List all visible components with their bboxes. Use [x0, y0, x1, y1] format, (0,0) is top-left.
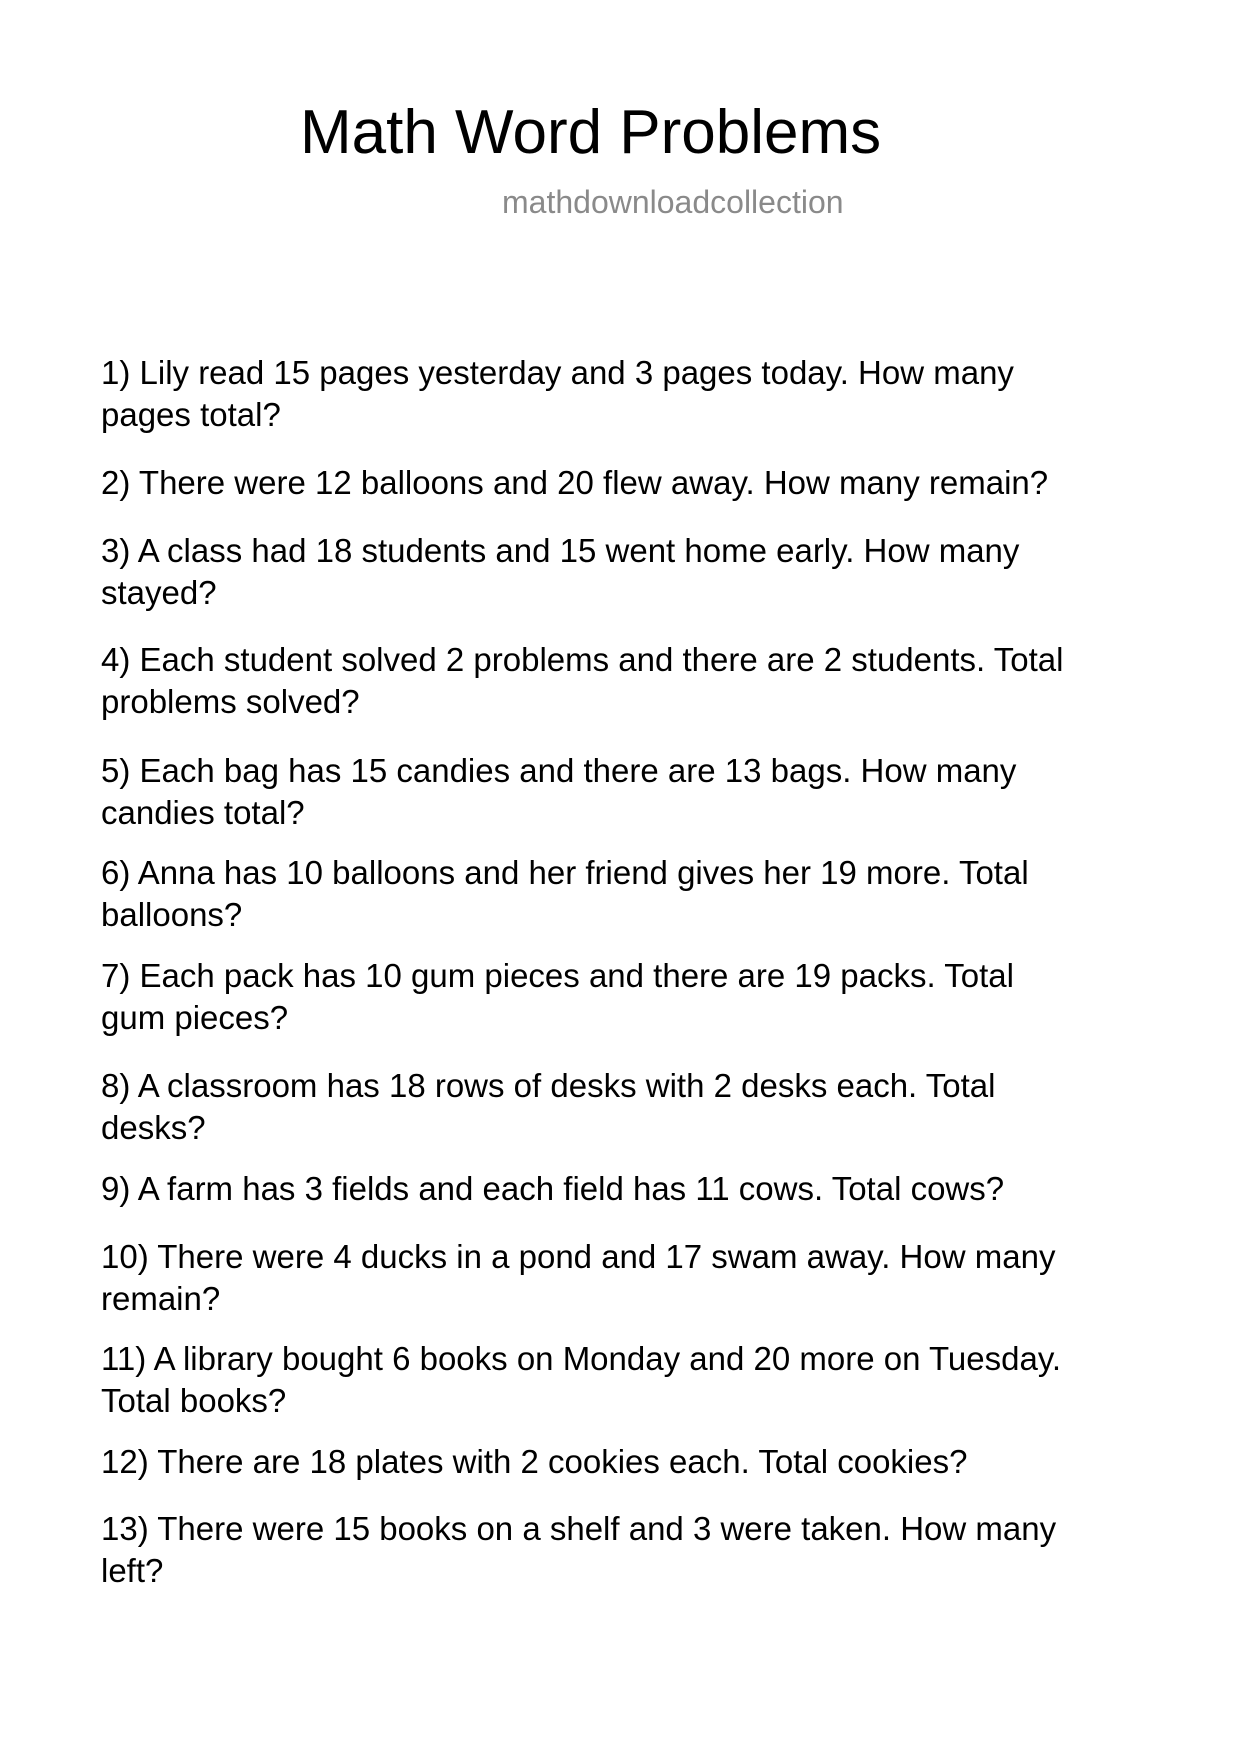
problem-line: 8) A classroom has 18 rows of desks with 2 desks each. Total [101, 1067, 996, 1104]
page-subtitle: mathdownloadcollection [502, 184, 844, 220]
problem-line: 1) Lily read 15 pages yesterday and 3 pages today. How many [101, 354, 1014, 391]
problem-12 [101, 1441, 967, 1483]
problem-2 [101, 462, 1048, 504]
problem-line: 6) Anna has 10 balloons and her friend gives her 19 more. Total [101, 854, 1029, 891]
problem-line: 4) Each student solved 2 problems and there are 2 students. Total [101, 641, 1064, 678]
problem-6 [101, 852, 1029, 936]
problem-line: 7) Each pack has 10 gum pieces and there are 19 packs. Total [101, 957, 1014, 994]
problem-line: desks? [101, 1109, 206, 1146]
problem-8 [101, 1065, 996, 1149]
problem-line: pages total? [101, 396, 281, 433]
problem-11 [101, 1338, 1061, 1422]
problem-line: gum pieces? [101, 999, 289, 1036]
problem-line: remain? [101, 1280, 221, 1317]
problem-line: 9) A farm has 3 fields and each field has 11 cows. Total cows? [101, 1170, 1005, 1207]
problem-line: balloons? [101, 896, 243, 933]
problem-13 [101, 1508, 1056, 1592]
problem-line: 2) There were 12 balloons and 20 flew away. How many remain? [101, 464, 1049, 501]
problem-line: Total books? [101, 1382, 287, 1419]
page-title: Math Word Problems [300, 98, 882, 167]
problem-4 [101, 639, 1063, 723]
problem-line: 10) There were 4 ducks in a pond and 17 swam away. How many [101, 1238, 1056, 1275]
problem-7 [101, 955, 1014, 1039]
problem-line: 12) There are 18 plates with 2 cookies each. Total cookies? [101, 1443, 968, 1480]
problem-line: 3) A class had 18 students and 15 went home early. How many [101, 532, 1020, 569]
problem-line: candies total? [101, 794, 305, 831]
problem-line: left? [101, 1552, 164, 1589]
problem-1 [101, 352, 1014, 436]
problem-line: 11) A library bought 6 books on Monday and 20 more on Tuesday. [101, 1340, 1062, 1377]
problem-10 [101, 1236, 1055, 1320]
problem-line: 13) There were 15 books on a shelf and 3 were taken. How many [101, 1510, 1057, 1547]
problem-line: 5) Each bag has 15 candies and there are 13 bags. How many [101, 752, 1017, 789]
problem-3 [101, 530, 1019, 614]
problem-9 [101, 1168, 1004, 1210]
problem-line: problems solved? [101, 683, 360, 720]
problem-5 [101, 750, 1016, 834]
problem-line: stayed? [101, 574, 217, 611]
